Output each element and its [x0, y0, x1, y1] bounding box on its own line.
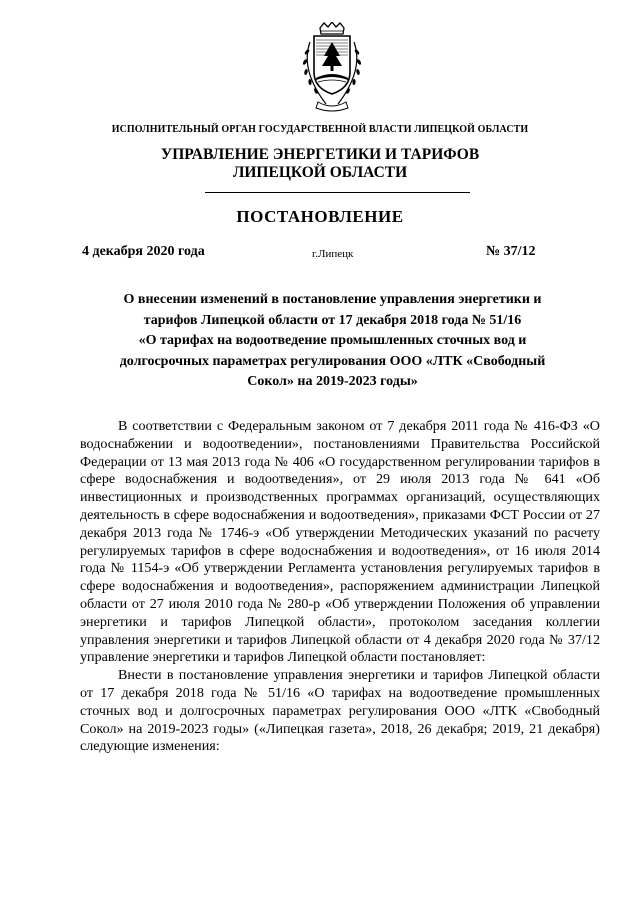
coat-of-arms-icon — [292, 22, 372, 114]
department-title-line1: УПРАВЛЕНИЕ ЭНЕРГЕТИКИ И ТАРИФОВ — [160, 146, 480, 163]
subject-line: «О тарифах на водоотведение промышленных сточных вод и — [138, 333, 527, 348]
document-date: 4 декабря 2020 года — [82, 244, 205, 259]
document-city: г.Липецк — [312, 248, 354, 260]
document-number: № 37/12 — [486, 244, 536, 259]
department-title — [0, 146, 640, 182]
department-title-line2: ЛИПЕЦКОЙ ОБЛАСТИ — [232, 164, 408, 181]
document-body — [80, 418, 600, 756]
subject-line: долгосрочных параметрах регулирования ООО «ЛТК «Свободный — [119, 353, 546, 369]
subject-line: О внесении изменений в постановление управления энергетики и — [123, 292, 542, 307]
header-divider — [205, 192, 470, 193]
body-paragraph: В соответствии с Федеральным законом от 7 декабря 2011 года № 416-ФЗ «О водоснабжении и водоотведении», постановлениями Правительства Российской Федерации от 13 мая 2013 года № 406 «О государственном регулировании тарифов в сфере водоснабжения и водоотведения», от 29 июля 2013 года № 641 «Об инвестиционных и производственных программах организаций, осуществляющих деятельность в сфере водоснабжения и водоотведения», приказами ФСТ России от 27 декабря 2013 года № 1746-э «Об утверждении Методических указаний по расчету регулируемых тарифов в сфере водоснабжения и водоотведения», от 16 июля 2014 года № 1154-э «Об утверждении Регламента установления регулируемых тарифов в сфере водоснабжения и водоотведения», распоряжением администрации Липецкой области от 27 июля 2010 года № 280-р «Об утверждении Положения об управлении энергетики и тарифов Липецкой области», протоколом заседания коллегии управления энергетики и тарифов Липецкой области от 4 декабря 2020 года № 37/12 управление энергетики и тарифов Липецкой области постановляет: — [80, 418, 600, 666]
document-type: ПОСТАНОВЛЕНИЕ — [236, 207, 404, 226]
organization-line: ИСПОЛНИТЕЛЬНЫЙ ОРГАН ГОСУДАРСТВЕННОЙ ВЛАСТИ ЛИПЕЦКОЙ ОБЛАСТИ — [111, 124, 529, 135]
subject-line: тарифов Липецкой области от 17 декабря 2018 года № 51/16 — [143, 312, 522, 328]
subject-line: Сокол» на 2019-2023 годы» — [247, 374, 418, 389]
body-paragraph: Внести в постановление управления энергетики и тарифов Липецкой области от 17 декабря 2018 года № 51/16 «О тарифах на водоотведение промышленных сточных вод и долгосрочных параметрах регулирования ООО «ЛТК «Свободный Сокол» на 2019-2023 годы» («Липецкая газета», 2018, 26 декабря; 2019, 21 декабря) следующие изменения: — [80, 667, 600, 755]
document-subject — [95, 290, 570, 393]
